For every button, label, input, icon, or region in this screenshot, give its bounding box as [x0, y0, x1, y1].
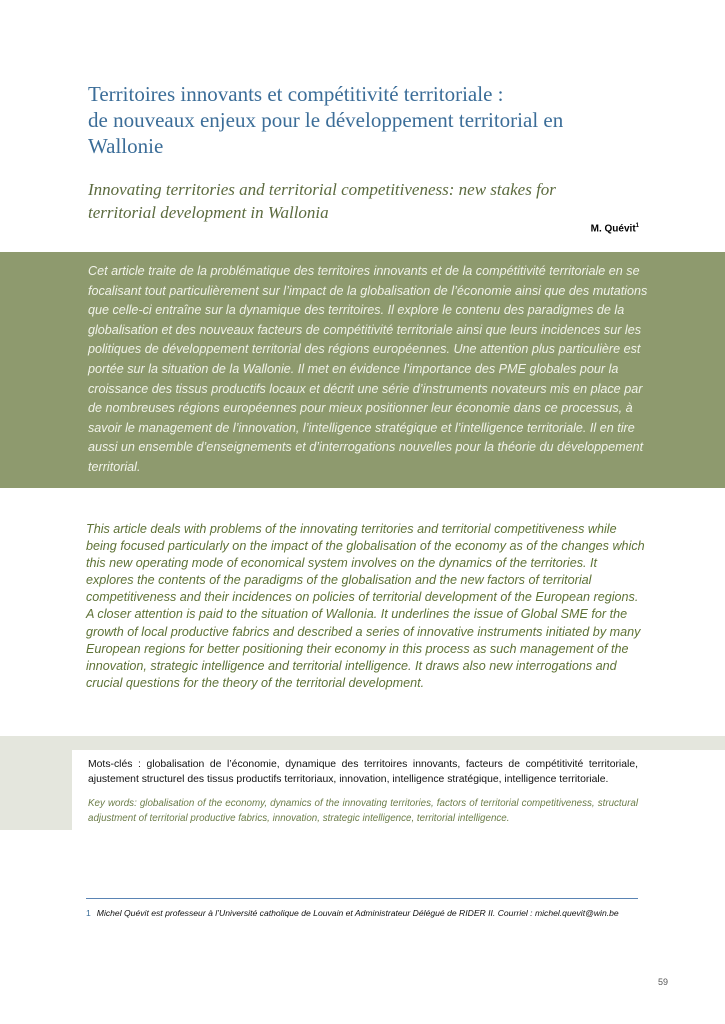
- abstract-fr-band: [0, 252, 725, 488]
- footnote: [86, 907, 656, 919]
- article-title: [88, 81, 668, 159]
- footnote-number: 1: [86, 908, 91, 918]
- subtitle-line: Innovating territories and territorial competitiveness: new stakes for: [88, 180, 556, 199]
- author-name: M. Quévit: [590, 223, 636, 235]
- keywords-band-top: [72, 736, 725, 750]
- author-footnote-ref: 1: [635, 223, 639, 229]
- keywords-fr: Mots-clés : globalisation de l’économie, dynamique des territoires innovants, facteurs de compétitivité territoriale, ajustement structurel des tissus productifs territoriaux, innovation, intelligence stratégique, intelligence territoriale.: [88, 759, 638, 785]
- title-line: de nouveaux enjeux pour le développement territorial en: [88, 108, 564, 132]
- author-byline: [591, 223, 639, 234]
- title-line: Wallonie: [88, 134, 164, 158]
- subtitle-line: territorial development in Wallonia: [88, 203, 329, 222]
- page-number: 59: [657, 977, 668, 987]
- abstract-en-text: This article deals with problems of the innovating territories and territorial competitiveness while being focused particularly on the impact of the globalisation of the economy as of the changes which this new operating mode of economical system involves on the dynamics of the territories. It explores the contents of the paradigms of the globalisation and the new factors of territorial competitiveness and their incidences on policies of territorial development of the European regions. A closer attention is paid to the situation of Wallonia. It underlines the issue of Global SME for the growth of local productive fabrics and described a series of innovative instruments initiated by many European regions for better positioning their economy in this process as such management of the innovation, strategic intelligence and territorial intelligence. It draws also new interrogations and crucial questions for the theory of the territorial development.: [86, 522, 645, 690]
- article-subtitle: [88, 178, 668, 224]
- keywords-en: Key words: globalisation of the economy, dynamics of the innovating territories, factors of territorial competitiveness, structural adjustment of territorial productive fabrics, innovation, strategic intelligence, territorial intelligence.: [88, 798, 638, 824]
- keywords-band-left: [0, 736, 72, 830]
- title-line: Territoires innovants et compétitivité territoriale :: [88, 82, 504, 106]
- footnote-text: Michel Quévit est professeur à l’Université catholique de Louvain et Administrateur Délégué de RIDER II. Courriel : michel.quevit@win.be: [96, 908, 619, 918]
- abstract-fr-text: Cet article traite de la problématique des territoires innovants et de la compétitivité territoriale en se focalisant tout particulièrement sur l’impact de la globalisation de l’économie ainsi que des mutations que celle-ci entraîne sur la dynamique des territoires. Il explore le contenu des paradigmes de la globalisation et des nouveaux facteurs de compétitivité territoriale ainsi que leurs incidences sur les politiques de développement territorial des régions européennes. Une attention plus particulière est portée sur la situation de la Wallonie. Il met en évidence l’importance des PME globales pour la croissance des tissus productifs locaux et décrit une série d’instruments novateurs mis en place par de nombreuses régions européennes pour mieux positionner leur économie dans ce processus, à savoir le management de l’innovation, l’intelligence stratégique et l’intelligence territoriale. Il en tire aussi un ensemble d’enseignements et d’interrogations nouvelles pour la théorie du développement territorial.: [88, 264, 648, 474]
- footnote-divider: [86, 898, 638, 899]
